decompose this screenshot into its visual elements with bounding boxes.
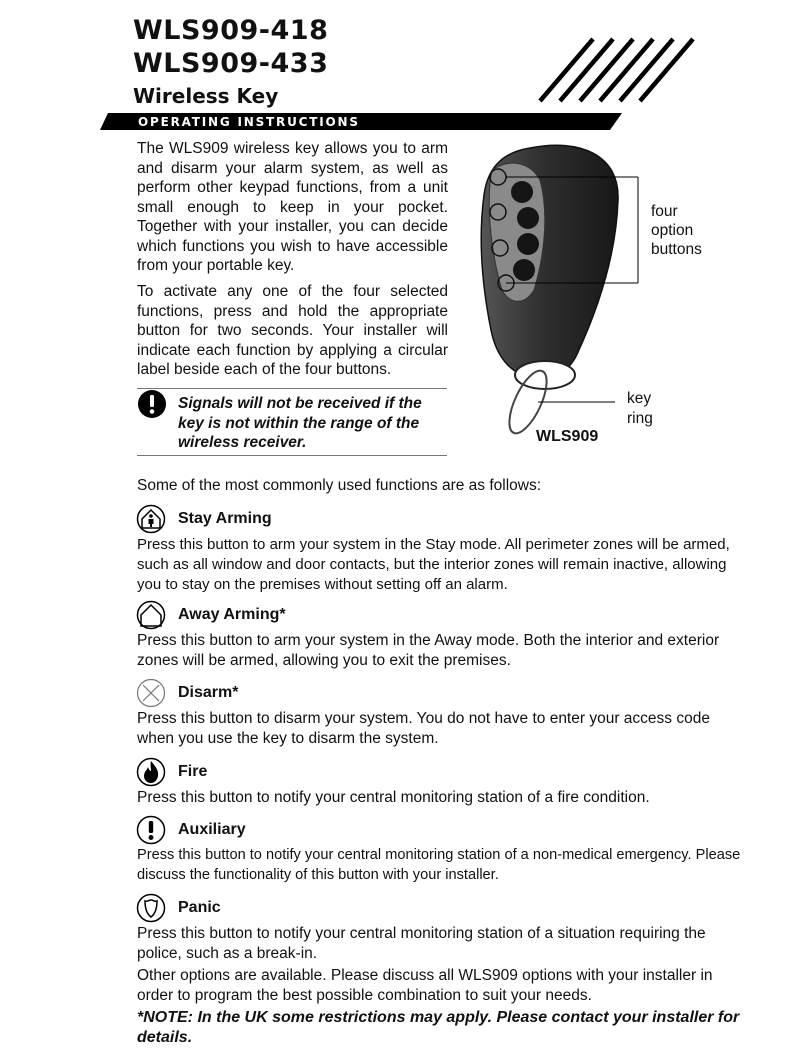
shield-icon [136,893,166,923]
house-icon [136,600,166,630]
figure-caption: WLS909 [536,428,599,445]
functions-intro: Some of the most commonly used functions are as follows: [137,477,542,494]
label-buttons: buttons [651,241,702,258]
fire-title: Fire [178,763,208,780]
warning-icon [137,389,167,419]
auxiliary-description: Press this button to notify your central monitoring station of a non-medical emergency. Please discuss the functionality of this button with your installer. [137,847,741,883]
label-option: option [651,222,694,239]
auxiliary-title: Auxiliary [178,821,246,838]
label-key: key [627,390,652,407]
warning-text: Signals will not be received if the key is not within the range of the wireless receiver. [178,395,422,451]
intro-paragraph-1: The WLS909 wireless key allows you to arm and disarm your alarm system, as well as perform other keypad functions, from a unit small enough to keep in your pocket. Together with your installer, you can decide which functions you wish to have accessible from your portable key. [137,140,448,274]
warning-divider-bottom [137,455,447,456]
exclamation-icon [136,815,166,845]
panic-title: Panic [178,899,221,916]
disarm-description: Press this button to disarm your system. You do not have to enter your access code when you use the key to disarm the system. [137,710,710,747]
away-arming-title: Away Arming* [178,606,286,623]
warning-divider-top [137,388,447,389]
intro-paragraph-2: To activate any one of the four selected functions, press and hold the appropriate button for two seconds. Your installer will indicate each function by applying a circular label beside each of the four buttons. [137,283,448,378]
x-circle-icon [136,678,166,708]
uk-note: *NOTE: In the UK some restrictions may apply. Please contact your installer for details. [137,1009,740,1046]
away-arming-description: Press this button to arm your system in the Away mode. Both the interior and exterior zones will be armed, allowing you to exit the premises. [137,632,720,669]
stay-arming-description: Press this button to arm your system in the Stay mode. All perimeter zones will be armed, such as all window and door contacts, but the interior zones will remain inactive, allowing you to stay on the premises without setting off an alarm. [137,536,730,593]
diagonal-stripes-decoration [535,36,695,104]
model-number-418: WLS909-418 [133,15,329,46]
banner-title: OPERATING INSTRUCTIONS [138,115,360,129]
label-ring: ring [627,410,653,427]
label-four: four [651,203,678,220]
wireless-key-illustration [470,140,720,460]
panic-description: Press this button to notify your central monitoring station of a situation requiring the police, such as a break-in. [137,925,706,962]
closing-paragraph: Other options are available. Please discuss all WLS909 options with your installer in order to program the best possible combination to suit your needs. [137,967,713,1004]
disarm-title: Disarm* [178,684,239,701]
stay-arming-title: Stay Arming [178,510,272,527]
model-number-433: WLS909-433 [133,48,329,79]
product-name: Wireless Key [133,84,279,108]
stay-arming-icon [136,504,166,534]
fire-description: Press this button to notify your central monitoring station of a fire condition. [137,789,650,806]
fire-icon [136,757,166,787]
